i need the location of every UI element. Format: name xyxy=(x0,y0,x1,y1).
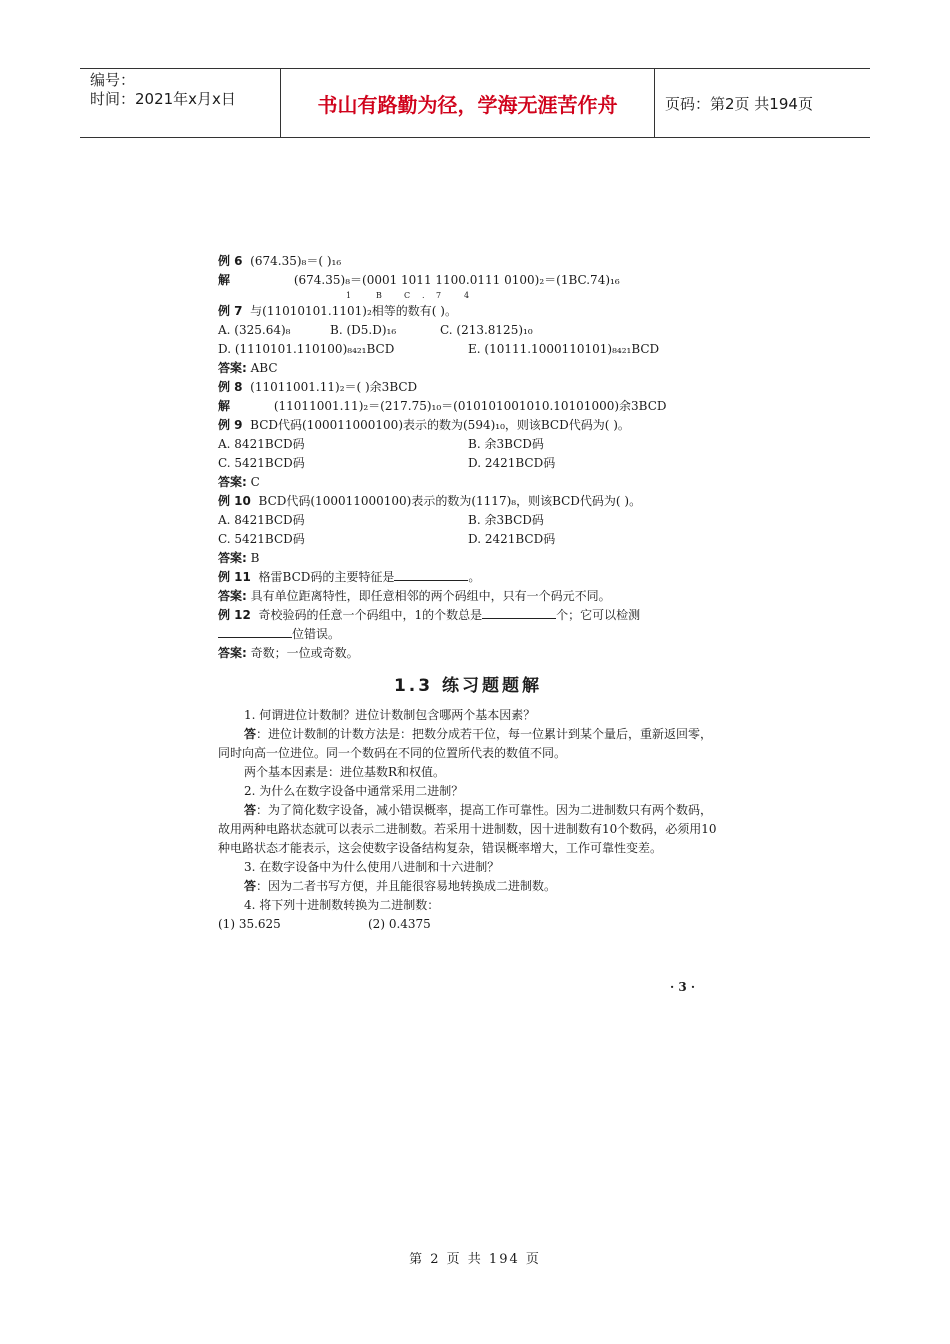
answer-label: 答案: xyxy=(218,361,247,375)
example-10-options-ab xyxy=(218,511,718,530)
example-7-options-abc xyxy=(218,321,718,340)
answer-label: 答案: xyxy=(218,646,247,660)
example-text: (674.35)₈＝( )₁₆ xyxy=(250,254,342,268)
example-10-answer xyxy=(218,549,718,568)
option-e: E. (10111.1000110101)₈₄₂₁BCD xyxy=(468,342,660,356)
hex-digit: 7 xyxy=(436,291,442,300)
example-7-options-de xyxy=(218,340,718,359)
option-c: C. (213.8125)₁₀ xyxy=(440,323,533,337)
example-label: 例 6 xyxy=(218,254,243,268)
exercise-4-items xyxy=(218,915,718,934)
answer-text: ABC xyxy=(250,361,278,375)
answer-text: ：进位计数制的计数方法是：把数分成若干位，每一位累计到某个量后，重新返回零，同时向高一位进位。同一个数码在不同的位置所代表的数值不同。 xyxy=(218,727,713,760)
solution-text: (674.35)₈＝(0001 1011 1100.0111 0100)₂＝(1BC.74)₁₆ xyxy=(293,273,620,287)
answer-label: 答 xyxy=(244,879,257,893)
option-a: A. (325.64)₈ xyxy=(218,323,291,337)
option-b: B. 余3BCD码 xyxy=(468,437,544,451)
example-7-answer xyxy=(218,359,718,378)
page-info: 页码：第2页 共194页 xyxy=(665,94,813,113)
motto: 书山有路勤为径，学海无涯苦作舟 xyxy=(281,69,655,137)
example-text: (11011001.11)₂＝( )余3BCD xyxy=(250,380,418,394)
fill-blank xyxy=(218,625,292,638)
exercise-item: (2) 0.4375 xyxy=(368,917,431,931)
solution-text: (11011001.11)₂＝(217.75)₁₀＝(010101001010.10101000)余3BCD xyxy=(273,399,667,413)
example-6-question xyxy=(218,252,718,271)
hex-digit: . xyxy=(422,291,425,300)
hex-digit: B xyxy=(376,291,382,300)
answer-text: ：为了简化数字设备，减小错误概率，提高工作可靠性。因为二进制数只有两个数码，故用两种电路状态就可以表示二进制数。若采用十进制数，因十进制数有10个数码，必须用10种电路状态才能表示，这会使数字设备结构复杂，错误概率增大，工作可靠性变差。 xyxy=(218,803,717,855)
option-c: C. 5421BCD码 xyxy=(218,456,305,470)
example-text: 个；它可以检测 xyxy=(556,608,641,622)
section-title: 1.3 练习题题解 xyxy=(393,676,543,696)
exercise-3-answer xyxy=(218,877,718,896)
fill-blank xyxy=(482,606,556,619)
option-d: D. (1110101.110100)₈₄₂₁BCD xyxy=(218,342,395,356)
exercise-2-question: 2. 为什么在数字设备中通常采用二进制？ xyxy=(244,784,464,798)
fill-blank xyxy=(394,568,468,581)
header-info-cell xyxy=(80,69,281,137)
option-b: B. 余3BCD码 xyxy=(468,513,544,527)
example-10-options-cd xyxy=(218,530,718,549)
hex-digit: 1 xyxy=(346,291,352,300)
example-7-question xyxy=(218,302,718,321)
option-d: D. 2421BCD码 xyxy=(468,456,556,470)
example-9-question xyxy=(218,416,718,435)
example-8-solution xyxy=(218,397,718,416)
option-c: C. 5421BCD码 xyxy=(218,532,305,546)
example-text: 格雷BCD码的主要特征是 xyxy=(258,570,395,584)
example-6-solution xyxy=(218,271,718,290)
page-content xyxy=(218,252,718,934)
answer-label: 答案: xyxy=(218,551,247,565)
answer-text: 奇数；一位或奇数。 xyxy=(250,646,359,660)
example-label: 例 7 xyxy=(218,304,243,318)
answer-text: 具有单位距离特性，即任意相邻的两个码组中，只有一个码元不同。 xyxy=(250,589,611,603)
example-text: BCD代码(100011000100)表示的数为(1117)₈，则该BCD代码为( )。 xyxy=(258,494,642,508)
exercise-item: (1) 35.625 xyxy=(218,917,281,931)
answer-label: 答案: xyxy=(218,589,247,603)
answer-text: C xyxy=(250,475,260,489)
example-6-hex-groups xyxy=(218,290,718,302)
example-9-options-cd xyxy=(218,454,718,473)
example-text: 奇校验码的任意一个码组中，1的个数总是 xyxy=(258,608,483,622)
example-10-question xyxy=(218,492,718,511)
option-a: A. 8421BCD码 xyxy=(218,513,305,527)
answer-label: 答案: xyxy=(218,475,247,489)
example-text: 。 xyxy=(468,570,481,584)
answer-text: ：因为二者书写方便，并且能很容易地转换成二进制数。 xyxy=(256,879,557,893)
exercise-1-answer xyxy=(218,725,718,763)
example-text: 位错误。 xyxy=(292,627,341,641)
example-11-answer xyxy=(218,587,718,606)
example-text: 与(11010101.1101)₂相等的数有( )。 xyxy=(250,304,457,318)
example-label: 例 9 xyxy=(218,418,243,432)
time-label: 时间：2021年x月x日 xyxy=(90,90,236,108)
example-12-question-cont xyxy=(218,625,718,644)
solution-label: 解 xyxy=(218,273,231,287)
answer-text: B xyxy=(250,551,260,565)
example-label: 例 10 xyxy=(218,494,251,508)
example-12-question xyxy=(218,606,718,625)
example-11-question xyxy=(218,568,718,587)
example-label: 例 12 xyxy=(218,608,251,622)
exercise-2-answer xyxy=(218,801,718,858)
solution-label: 解 xyxy=(218,399,231,413)
book-page-number: · 3 · xyxy=(670,980,696,994)
option-a: A. 8421BCD码 xyxy=(218,437,305,451)
hex-digit: C xyxy=(404,291,411,300)
example-text: BCD代码(100011000100)表示的数为(594)₁₀，则该BCD代码为( )。 xyxy=(250,418,630,432)
header-table xyxy=(80,68,870,138)
exercise-1-question: 1. 何谓进位计数制？进位计数制包含哪两个基本因素？ xyxy=(244,708,536,722)
example-8-question xyxy=(218,378,718,397)
example-label: 例 8 xyxy=(218,380,243,394)
footer-page-count: 第 2 页 共 194 页 xyxy=(409,1252,541,1267)
example-9-options-ab xyxy=(218,435,718,454)
number-label: 编号： xyxy=(90,71,136,89)
example-12-answer xyxy=(218,644,718,663)
answer-label: 答 xyxy=(244,803,257,817)
exercise-4-question: 4. 将下列十进制数转换为二进制数： xyxy=(244,898,440,912)
exercise-3-question: 3. 在数字设备中为什么使用八进制和十六进制？ xyxy=(244,860,500,874)
example-label: 例 11 xyxy=(218,570,251,584)
example-9-answer xyxy=(218,473,718,492)
option-d: D. 2421BCD码 xyxy=(468,532,556,546)
hex-digit: 4 xyxy=(464,291,470,300)
answer-label: 答 xyxy=(244,727,257,741)
exercise-1-answer-cont: 两个基本因素是：进位基数R和权值。 xyxy=(244,765,446,779)
option-b: B. (D5.D)₁₆ xyxy=(330,323,397,337)
